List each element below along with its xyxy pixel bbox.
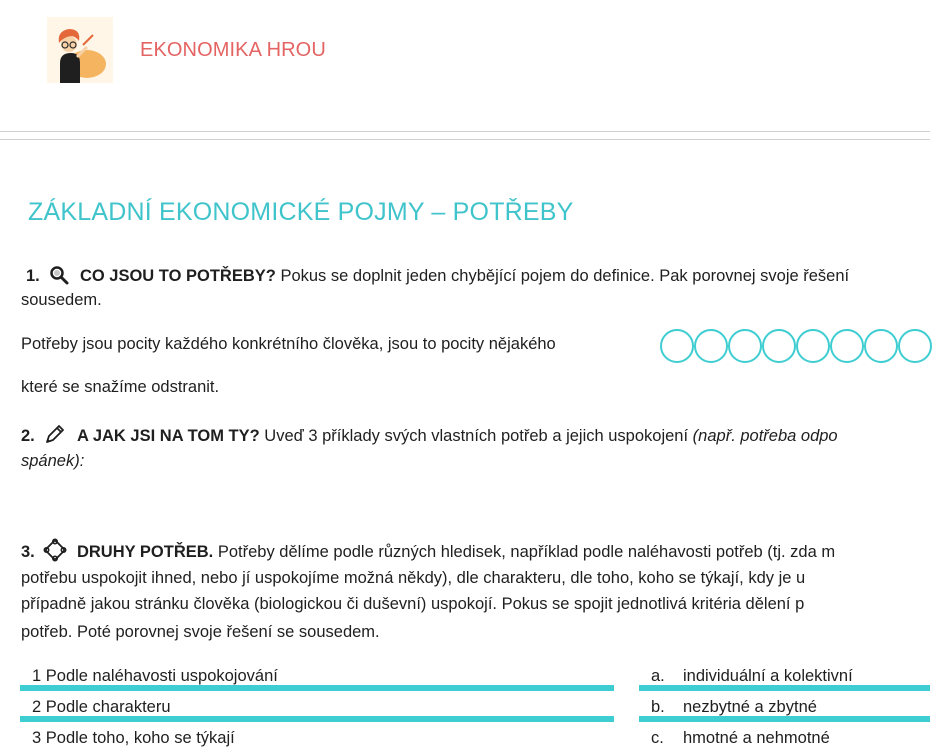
criteria-label: 2 Podle charakteru bbox=[32, 698, 171, 716]
section-2-heading: A JAK JSI NA TOM TY? bbox=[76, 427, 260, 445]
section-3-number: 3. bbox=[21, 543, 35, 561]
logo-icon bbox=[47, 17, 113, 83]
criteria-row[interactable] bbox=[20, 694, 614, 722]
section-2-italic-text: spánek): bbox=[21, 452, 85, 470]
answer-blank[interactable] bbox=[728, 329, 762, 363]
puzzle-icon bbox=[44, 539, 66, 561]
section-2-italic-cont bbox=[21, 451, 84, 471]
pencil-icon bbox=[44, 423, 66, 445]
criteria-row[interactable] bbox=[20, 725, 614, 753]
magnifier-icon bbox=[49, 265, 69, 285]
header-divider-secondary bbox=[0, 139, 930, 140]
definition-text: Potřeby jsou pocity každého konkrétního člověka, jsou to pocity nějakého bbox=[21, 335, 556, 353]
option-letter: b. bbox=[651, 698, 665, 716]
section-3-text-4: potřeb. Poté porovnej svoje řešení se sousedem. bbox=[21, 623, 380, 641]
section-2-italic: (např. potřeba odpo bbox=[692, 427, 838, 445]
section-2-number: 2. bbox=[21, 427, 35, 445]
brand-name[interactable]: EKONOMIKA HROU bbox=[140, 39, 326, 61]
section-1-line bbox=[26, 265, 849, 286]
option-label: individuální a kolektivní bbox=[683, 667, 853, 685]
answer-blank[interactable] bbox=[864, 329, 898, 363]
section-3-text-2: potřebu uspokojit ihned, nebo jí uspokojíme možná někdy), dle charakteru, dle toho, koho se týkají, kdy je u bbox=[21, 569, 806, 587]
row-underline bbox=[639, 716, 930, 722]
section-3-text-3: případně jakou stránku člověka (biologickou či duševní) uspokojí. Pokus se spojit jednotlivá kritéria dělení p bbox=[21, 595, 805, 613]
option-row[interactable] bbox=[639, 694, 930, 722]
row-underline bbox=[20, 685, 614, 691]
row-underline bbox=[20, 716, 614, 722]
answer-blank[interactable] bbox=[796, 329, 830, 363]
answer-blank[interactable] bbox=[694, 329, 728, 363]
section-1-heading: CO JSOU TO POTŘEBY? bbox=[79, 267, 276, 285]
criteria-label: 1 Podle naléhavosti uspokojování bbox=[32, 667, 278, 685]
section-1-text: Pokus se doplnit jeden chybějící pojem do definice. Pak porovnej svoje řešení bbox=[280, 267, 850, 285]
option-row[interactable] bbox=[639, 725, 930, 753]
definition-end: které se snažíme odstranit. bbox=[21, 378, 220, 396]
row-underline bbox=[639, 685, 930, 691]
criteria-row[interactable] bbox=[20, 663, 614, 691]
page-title: ZÁKLADNÍ EKONOMICKÉ POJMY – POTŘEBY bbox=[28, 198, 574, 226]
option-letter: a. bbox=[651, 667, 665, 685]
criteria-label: 3 Podle toho, koho se týkají bbox=[32, 729, 235, 747]
answer-blanks[interactable] bbox=[660, 329, 940, 363]
section-3-line bbox=[21, 539, 835, 562]
option-label: nezbytné a zbytné bbox=[683, 698, 817, 716]
option-letter: c. bbox=[651, 729, 664, 747]
option-label: hmotné a nehmotné bbox=[683, 729, 830, 747]
section-1-text-cont: sousedem. bbox=[21, 291, 102, 309]
answer-blank[interactable] bbox=[762, 329, 796, 363]
section-3-text-1: Potřeby dělíme podle různých hledisek, například podle naléhavosti potřeb (tj. zda m bbox=[217, 543, 836, 561]
answer-blank[interactable] bbox=[660, 329, 694, 363]
section-3-heading: DRUHY POTŘEB. bbox=[76, 543, 214, 561]
answer-blank[interactable] bbox=[898, 329, 932, 363]
page-header bbox=[0, 0, 930, 140]
option-row[interactable] bbox=[639, 663, 930, 691]
header-divider bbox=[0, 131, 930, 132]
section-1-number: 1. bbox=[26, 267, 40, 285]
answer-blank[interactable] bbox=[830, 329, 864, 363]
section-2-text: Uveď 3 příklady svých vlastních potřeb a jejich uspokojení bbox=[264, 427, 689, 445]
section-2-line bbox=[21, 423, 838, 446]
